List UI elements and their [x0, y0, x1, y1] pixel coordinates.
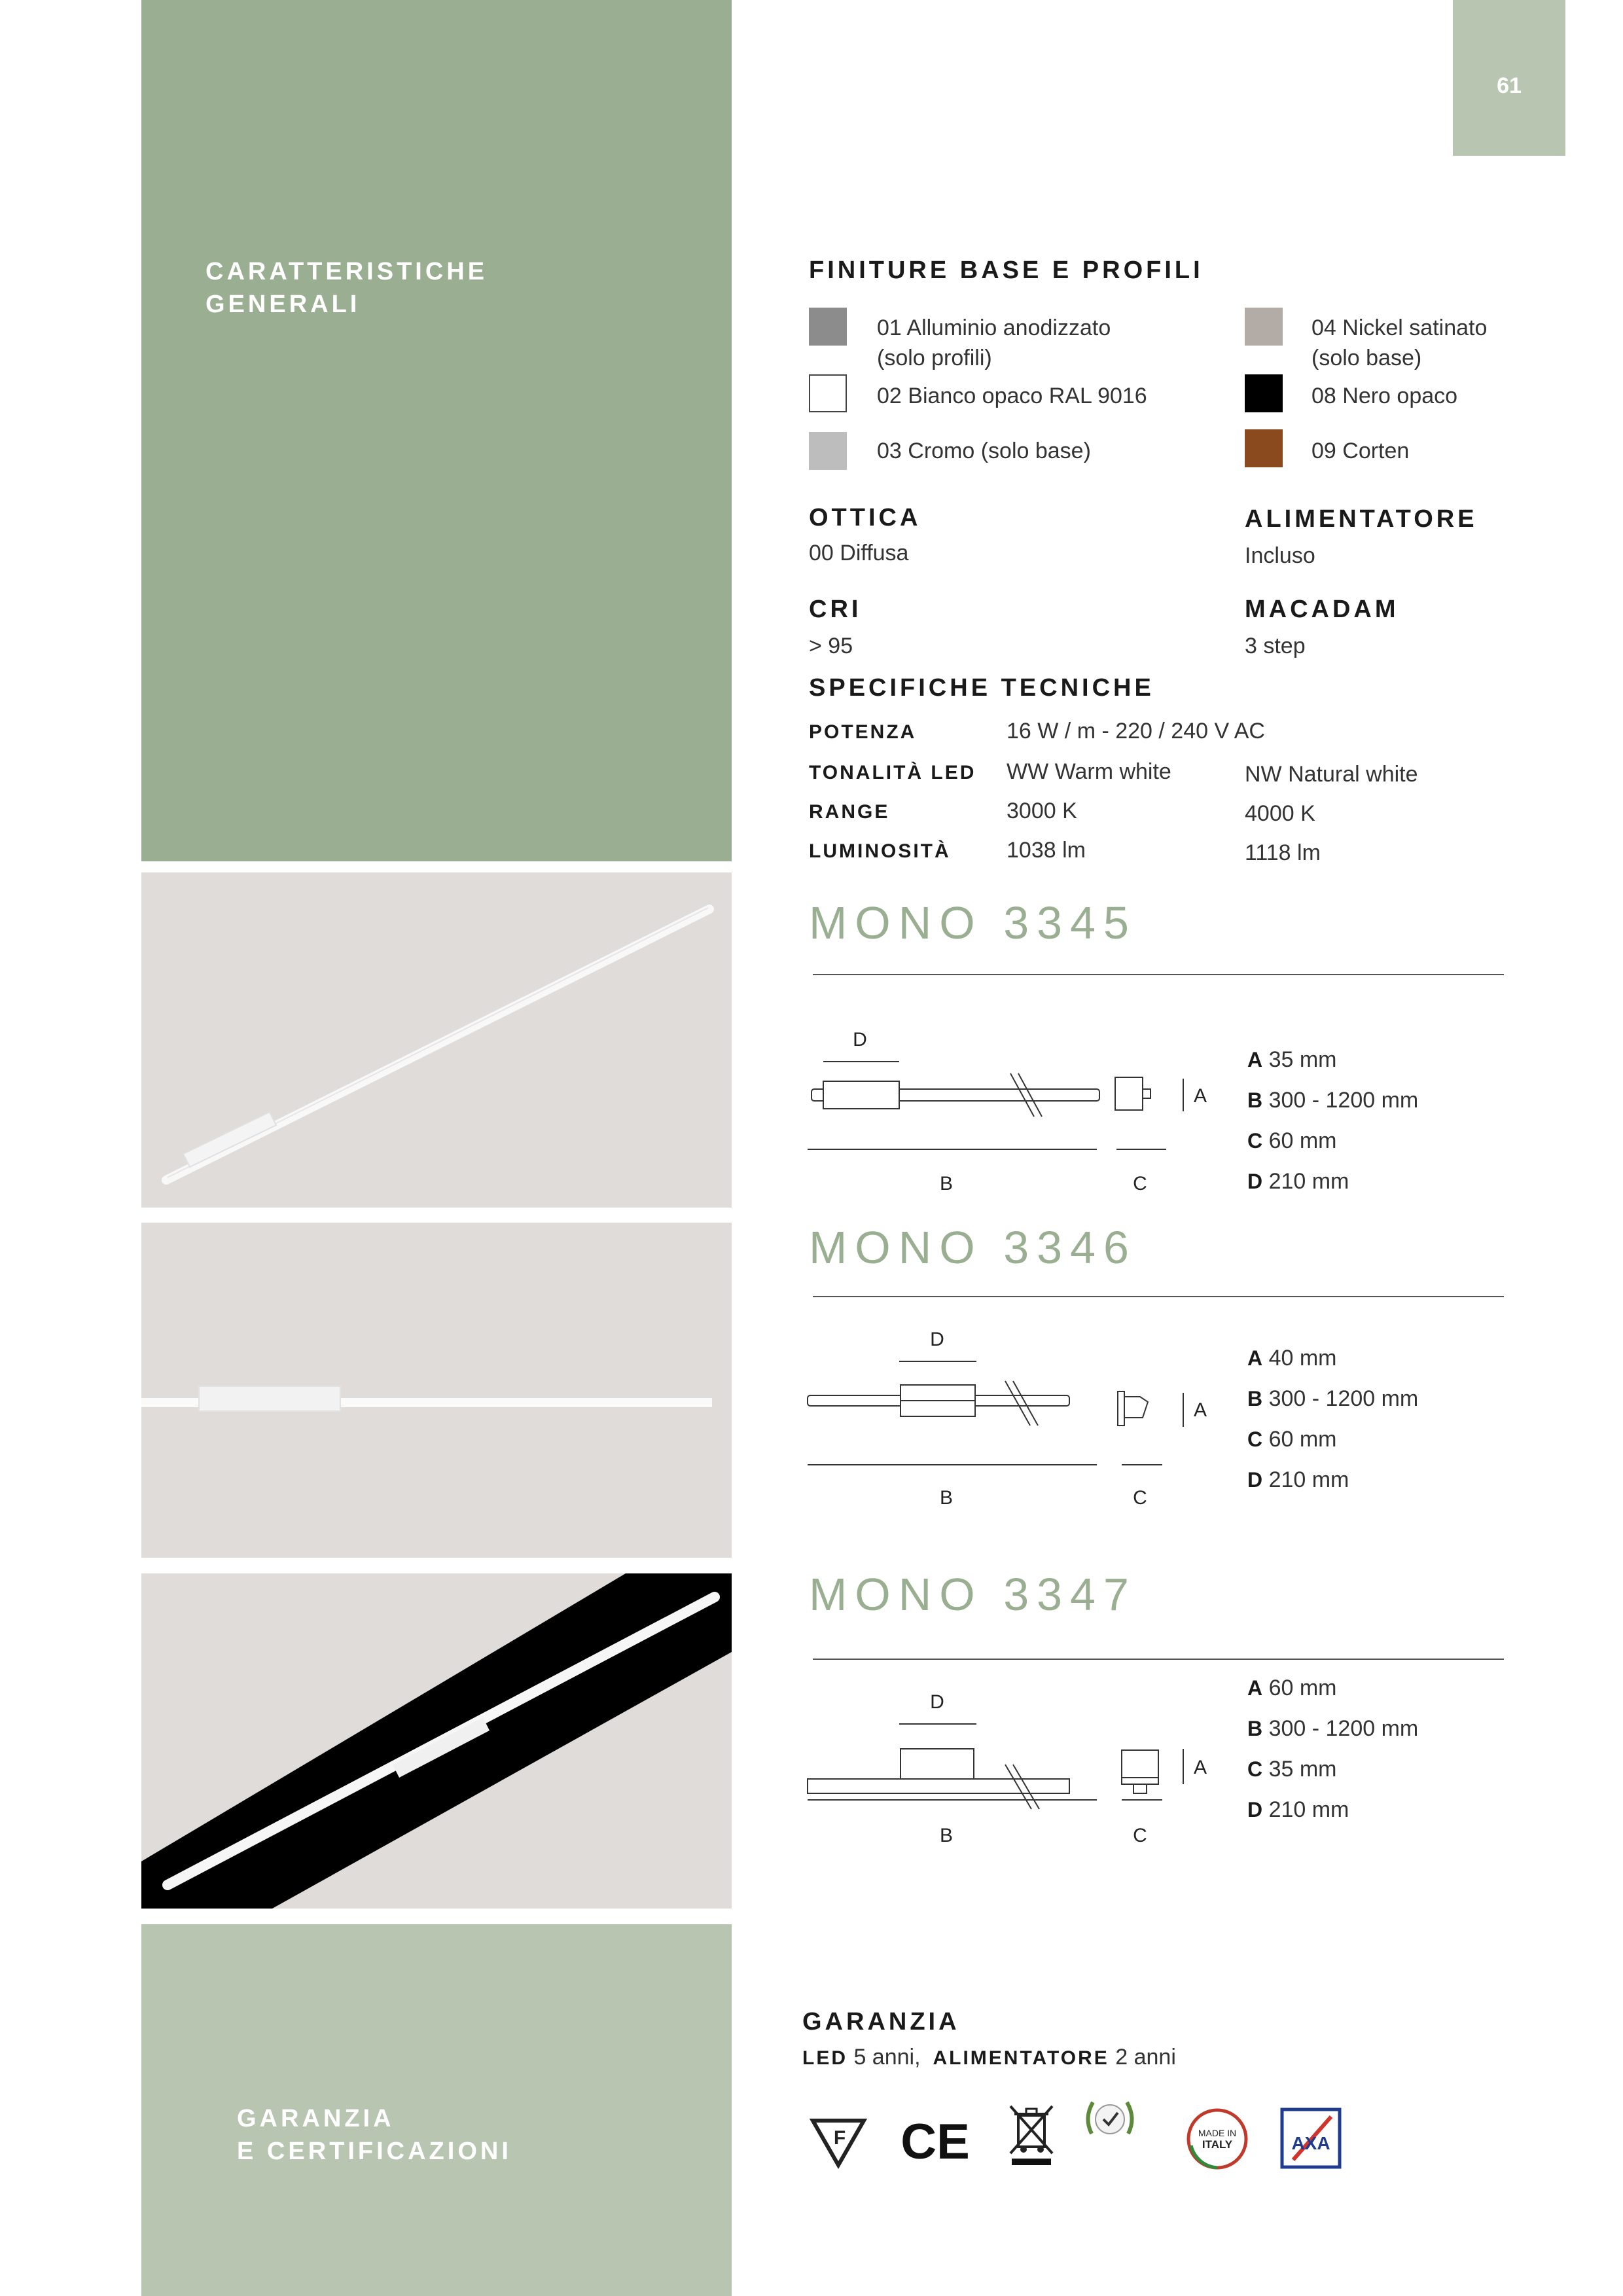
tonalita-nw: NW Natural white	[1245, 762, 1418, 787]
product-photo-3345	[141, 872, 732, 1208]
dim-a-label: A	[1193, 1085, 1207, 1107]
product-rule-3347	[813, 1659, 1504, 1660]
dims-3347-b: B 300 - 1200 mm	[1247, 1716, 1419, 1741]
garanzia-details: LED 5 anni, ALIMENTATORE 2 anni	[802, 2045, 1176, 2070]
made-in-italy-icon	[1185, 2106, 1250, 2172]
dim-c-label: C	[1133, 1173, 1147, 1194]
dims-3347-c: C 35 mm	[1247, 1757, 1337, 1782]
product-photo-3347	[141, 1573, 732, 1909]
weee-bin-icon	[1005, 2101, 1058, 2166]
svg-text:ITALY: ITALY	[1202, 2138, 1233, 2151]
product-photo-3346	[141, 1223, 732, 1558]
alimentatore-value: Incluso	[1245, 543, 1315, 568]
svg-text:CE: CE	[901, 2114, 970, 2170]
swatch-nickel	[1245, 308, 1283, 346]
dims-3346-d: D 210 mm	[1247, 1467, 1349, 1492]
finitura-01-note: (solo profili)	[877, 346, 992, 370]
dim-d-label: D	[930, 1691, 944, 1713]
f-mark-icon	[809, 2111, 868, 2170]
finitura-01-label: 01 Alluminio anodizzato	[877, 315, 1111, 340]
range-ww: 3000 K	[1007, 798, 1077, 823]
macadam-value: 3 step	[1245, 634, 1306, 658]
range-nw: 4000 K	[1245, 801, 1315, 826]
dimension-drawing-3346	[805, 1322, 1224, 1509]
sidebar-top-panel	[141, 0, 732, 861]
macadam-heading: MACADAM	[1245, 596, 1399, 623]
dim-d-label: D	[930, 1329, 944, 1350]
svg-text:AXA: AXA	[1291, 2133, 1330, 2153]
ottica-heading: OTTICA	[809, 504, 921, 531]
sidebar-title: CARATTERISTICHE GENERALI	[205, 258, 488, 318]
dimension-drawing-3345	[805, 1021, 1224, 1194]
finitura-09-label: 09 Corten	[1311, 439, 1410, 463]
product-rule-3346	[813, 1296, 1504, 1297]
dim-a-label: A	[1193, 1399, 1207, 1421]
swatch-nero	[1245, 374, 1283, 412]
finitura-02-label: 02 Bianco opaco RAL 9016	[877, 384, 1147, 408]
luminosita-nw: 1118 lm	[1245, 840, 1321, 865]
specifiche-heading: SPECIFICHE TECNICHE	[809, 674, 1154, 702]
swatch-corten	[1245, 429, 1283, 467]
dims-3346-a: A 40 mm	[1247, 1346, 1337, 1371]
sidebar-footer-title: GARANZIA E CERTIFICAZIONI	[237, 2105, 512, 2165]
dim-c-label: C	[1133, 1825, 1147, 1846]
dims-3345-c: C 60 mm	[1247, 1128, 1337, 1153]
finitura-04-note: (solo base)	[1311, 346, 1422, 370]
luminosita-label: LUMINOSITÀ	[809, 840, 951, 862]
dim-b-label: B	[939, 1487, 954, 1509]
dims-3345-b: B 300 - 1200 mm	[1247, 1088, 1419, 1113]
range-label: RANGE	[809, 801, 890, 823]
dim-a-label: A	[1193, 1757, 1207, 1778]
product-rule-3345	[813, 974, 1504, 975]
tonalita-label: TONALITÀ LED	[809, 762, 976, 783]
lamp-image-3347	[141, 1573, 732, 1909]
dim-b-label: B	[939, 1825, 954, 1846]
lamp-image-3345	[141, 872, 732, 1208]
finitura-03-label: 03 Cromo (solo base)	[877, 439, 1091, 463]
dim-b-label: B	[939, 1173, 954, 1194]
dims-3345-a: A 35 mm	[1247, 1047, 1337, 1072]
dimension-drawing-3347	[805, 1676, 1224, 1852]
tonalita-ww: WW Warm white	[1007, 759, 1171, 784]
finitura-08-label: 08 Nero opaco	[1311, 384, 1458, 408]
potenza-value: 16 W / m - 220 / 240 V AC	[1007, 719, 1265, 744]
product-title-3347: MONO 3347	[809, 1569, 1137, 1620]
cri-value: > 95	[809, 634, 853, 658]
quality-laurel-icon	[1079, 2088, 1141, 2151]
dims-3347-a: A 60 mm	[1247, 1676, 1337, 1700]
cri-heading: CRI	[809, 596, 862, 623]
product-title-3345: MONO 3345	[809, 897, 1137, 948]
dim-d-label: D	[853, 1029, 867, 1050]
product-title-3346: MONO 3346	[809, 1222, 1137, 1273]
dim-c-label: C	[1133, 1487, 1147, 1509]
page-number: 61	[1453, 0, 1565, 156]
finitura-04-label: 04 Nickel satinato	[1311, 315, 1488, 340]
garanzia-heading: GARANZIA	[802, 2008, 960, 2036]
svg-text:MADE IN: MADE IN	[1198, 2128, 1237, 2138]
dims-3345-d: D 210 mm	[1247, 1169, 1349, 1194]
lamp-image-3346	[141, 1223, 732, 1558]
swatch-bianco	[809, 374, 847, 412]
swatch-cromo	[809, 432, 847, 470]
potenza-label: POTENZA	[809, 721, 917, 743]
alimentatore-heading: ALIMENTATORE	[1245, 505, 1478, 533]
svg-text:F: F	[833, 2127, 846, 2149]
ce-mark-icon	[899, 2111, 971, 2170]
dims-3347-d: D 210 mm	[1247, 1797, 1349, 1822]
ottica-value: 00 Diffusa	[809, 541, 909, 565]
swatch-alluminio	[809, 308, 847, 346]
axa-logo-icon	[1280, 2108, 1342, 2169]
dims-3346-b: B 300 - 1200 mm	[1247, 1386, 1419, 1411]
finiture-heading: FINITURE BASE E PROFILI	[809, 257, 1204, 284]
dims-3346-c: C 60 mm	[1247, 1427, 1337, 1452]
luminosita-ww: 1038 lm	[1007, 838, 1086, 863]
